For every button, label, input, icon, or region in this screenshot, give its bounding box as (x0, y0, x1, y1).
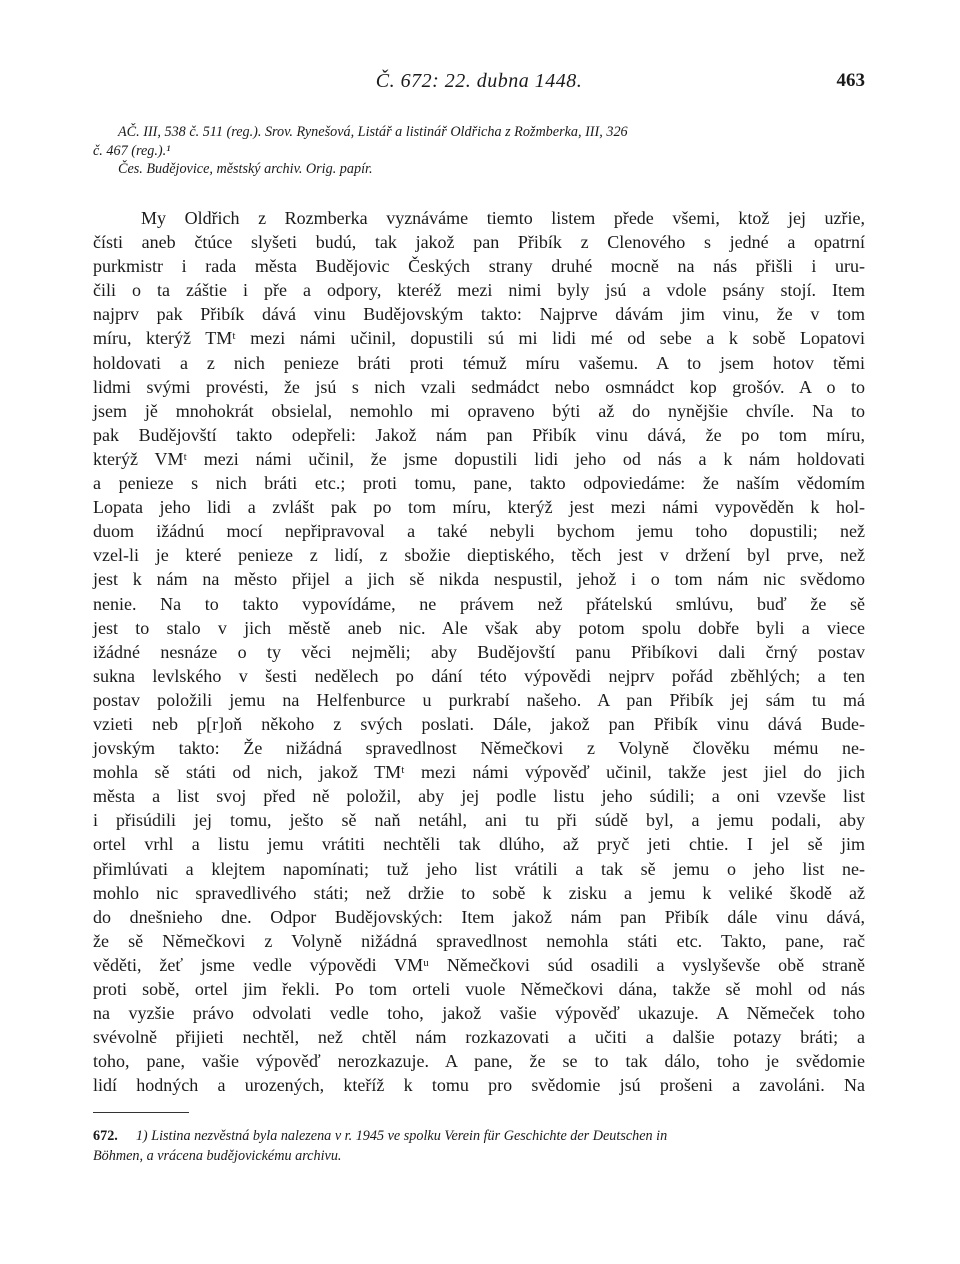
text-line: My Oldřich z Rozmberka vyznáváme tiemto listem přede všemi, ktož jej uzřie, (141, 208, 865, 228)
text-line: ižádné nesnáze o ty věci nejměli; aby Budějovští panu Přibíkovi dali črný postav (93, 641, 865, 662)
footnote-line: 1) Listina nezvěstná byla nalezena v r. 1945 ve spolku Verein für Geschichte der Deutschen in (135, 1128, 668, 1144)
running-title: Č. 672: 22. dubna 1448. (375, 70, 583, 92)
text-line: věděti, žeť jsme vedle výpovědi VMᵘ Němečkovi súd osadili a vyslyševše obě straně (93, 954, 865, 975)
text-line: proti sobě, ortel jim řekli. Po tom orteli vuole Němečkovi dána, takže sě mohl od nás (93, 979, 865, 999)
source-line: Čes. Budějovice, městský archiv. Orig. papír. (118, 161, 373, 177)
text-line: pak Budějovští takto odepřeli: Jakož nám pan Přibík vinu dává, že po tom míru, (93, 424, 865, 445)
footnote (93, 1126, 873, 1166)
text-line: města a list svoj před ně položil, aby jej podle listu jeho súdili; a oni vzevše list (93, 786, 865, 807)
text-line: míru, kterýž TMᵗ mezi námi učinil, dopustili sú mi lidi mé od sebe a k sobě Lopatovi (93, 328, 865, 349)
text-line: jsem jě mnohokrát obsielal, nemohlo mi opraveno býti až do nynějšie chvíle. Na to (93, 400, 865, 421)
text-line: lidí hodných a urozených, kteříž k tomu pro svědomie jsú prošeni a zavoláni. Na (93, 1075, 865, 1096)
text-line: vzieti neb p[r]oň někoho z svých poslati. Dále, jakož pan Přibík vinu dává Bude- (93, 713, 865, 734)
text-line: přimlúvati a klejtem napomínati; tuž jeho list vrátili a tak sě jemu o jeho list ne- (93, 858, 865, 879)
text-line: i přisúdili jej tomu, ješto sě naň netáhl, ani tu při súdě byl, a jemu podali, aby (93, 810, 865, 831)
text-line: vzel-li je které penieze z lidí, z sbožie dieptiského, těch jest v držení byl prve, než (93, 545, 865, 566)
text-line: jovským takto: Že nižádná spravedlnost Němečkovi z Volyně člověku mému ne- (93, 738, 865, 759)
text-line: že sě Němečkovi z Volyně nižádná spravedlnost nemohla státi etc. Takto, pane, rač (93, 930, 865, 951)
text-line: holdovati a z nich penieze bráti proti témuž míru vašemu. A to jsem hotov těmi (93, 352, 865, 373)
text-line: jest to stalo v jich městě aneb nic. Ale však aby potom spolu dobře byli a viece (93, 617, 865, 638)
text-line: sukna levlského v šesti nedělech po dání této výpovědi nejprv pořád zběhlých; a ten (93, 665, 865, 686)
footnote-divider (93, 1112, 189, 1113)
text-line: jest k nám na město přijel a jich sě nikda nespustil, jehož i o tom nám nic svědomo (93, 569, 865, 590)
footnote-line: Böhmen, a vrácena budějovickému archivu. (93, 1148, 342, 1164)
footnote-number: 672. (93, 1128, 118, 1144)
source-references (93, 123, 873, 179)
text-line: postav položili jemu na Helfenburce u purkrabí našeho. A pan Přibík jej sám tu má (93, 689, 865, 710)
text-line: toho, pane, vašie výpověď nerozkazuje. A pane, že se to tak dálo, toho je svědomie (93, 1051, 865, 1072)
source-line: AČ. III, 538 č. 511 (reg.). Srov. Rynešová, Listář a listinář Oldřicha z Rožmberka, III, 326 (118, 124, 628, 140)
source-line: č. 467 (reg.).¹ (93, 142, 171, 159)
text-line: čili o ta záštie i pře a odpory, kteréž mezi nimi byly jsú a vdole psány stojí. Item (93, 280, 865, 301)
text-line: svévolně přijieti nechtěl, než chtěl nám rozkazovati a učiti a dalšie potazy bráti; a (93, 1027, 865, 1048)
page-number: 463 (836, 70, 865, 91)
text-line: a penieze s nich bráti etc.; proti tomu, pane, takto odpoviedáme: že naším vědomím (93, 473, 865, 494)
text-line: nenie. Na to takto vypovídáme, ne právem než přátelskú smlúvu, buď že sě (93, 593, 865, 614)
text-line: na vyzšie právo odvolati vedle toho, jakož vašie výpověď ukazuje. A Němeček toho (93, 1003, 865, 1024)
text-line: mohlo nic spravedlivého státi; než držie to sobě k zisku a jemu k veliké škodě až (93, 882, 865, 903)
text-line: mohla sě státi od nich, jakož TMᵗ mezi námi výpověď učinil, takže jest jiel do jich (93, 762, 865, 783)
text-line: do dnešnieho dne. Odpor Budějovských: Item jakož nám pan Přibík dále vinu dává, (93, 906, 865, 927)
text-line: najprv pak Přibík dává vinu Budějovským takto: Najprve dávám jim vinu, že v tom (93, 304, 865, 325)
text-line: lidmi svými provésti, že jsú s nich vzali sedmádct nebo osmnádct kop grošóv. A o to (93, 376, 865, 397)
text-line: čísti aneb čtúce slyšeti budú, tak jakož pan Přibík z Clenového s jedné a opatrní (93, 232, 865, 253)
text-line: Lopata jeho lidi a zvlášt pak po tom míru, kterýž jest mezi námi vypověděn k hol- (93, 497, 865, 518)
document-body (93, 206, 865, 1097)
text-line: duom ižádnú mocí nepřipravoval a také nebyli bychom jemu toho dopustili; než (93, 521, 865, 542)
page-header (93, 70, 865, 100)
text-line: kterýž VMᵗ mezi námi učinil, že jsme dopustili lidi jeho od nás a k nám holdovati (93, 448, 865, 469)
text-line: purkmistr i rada města Budějovic Českých strany druhé mocně na nás přišli i uru- (93, 256, 865, 277)
text-line: ortel vrhl a listu jemu vrátiti nechtěli tak dlúho, až pryč jeti chtie. I jel sě jim (93, 834, 865, 855)
